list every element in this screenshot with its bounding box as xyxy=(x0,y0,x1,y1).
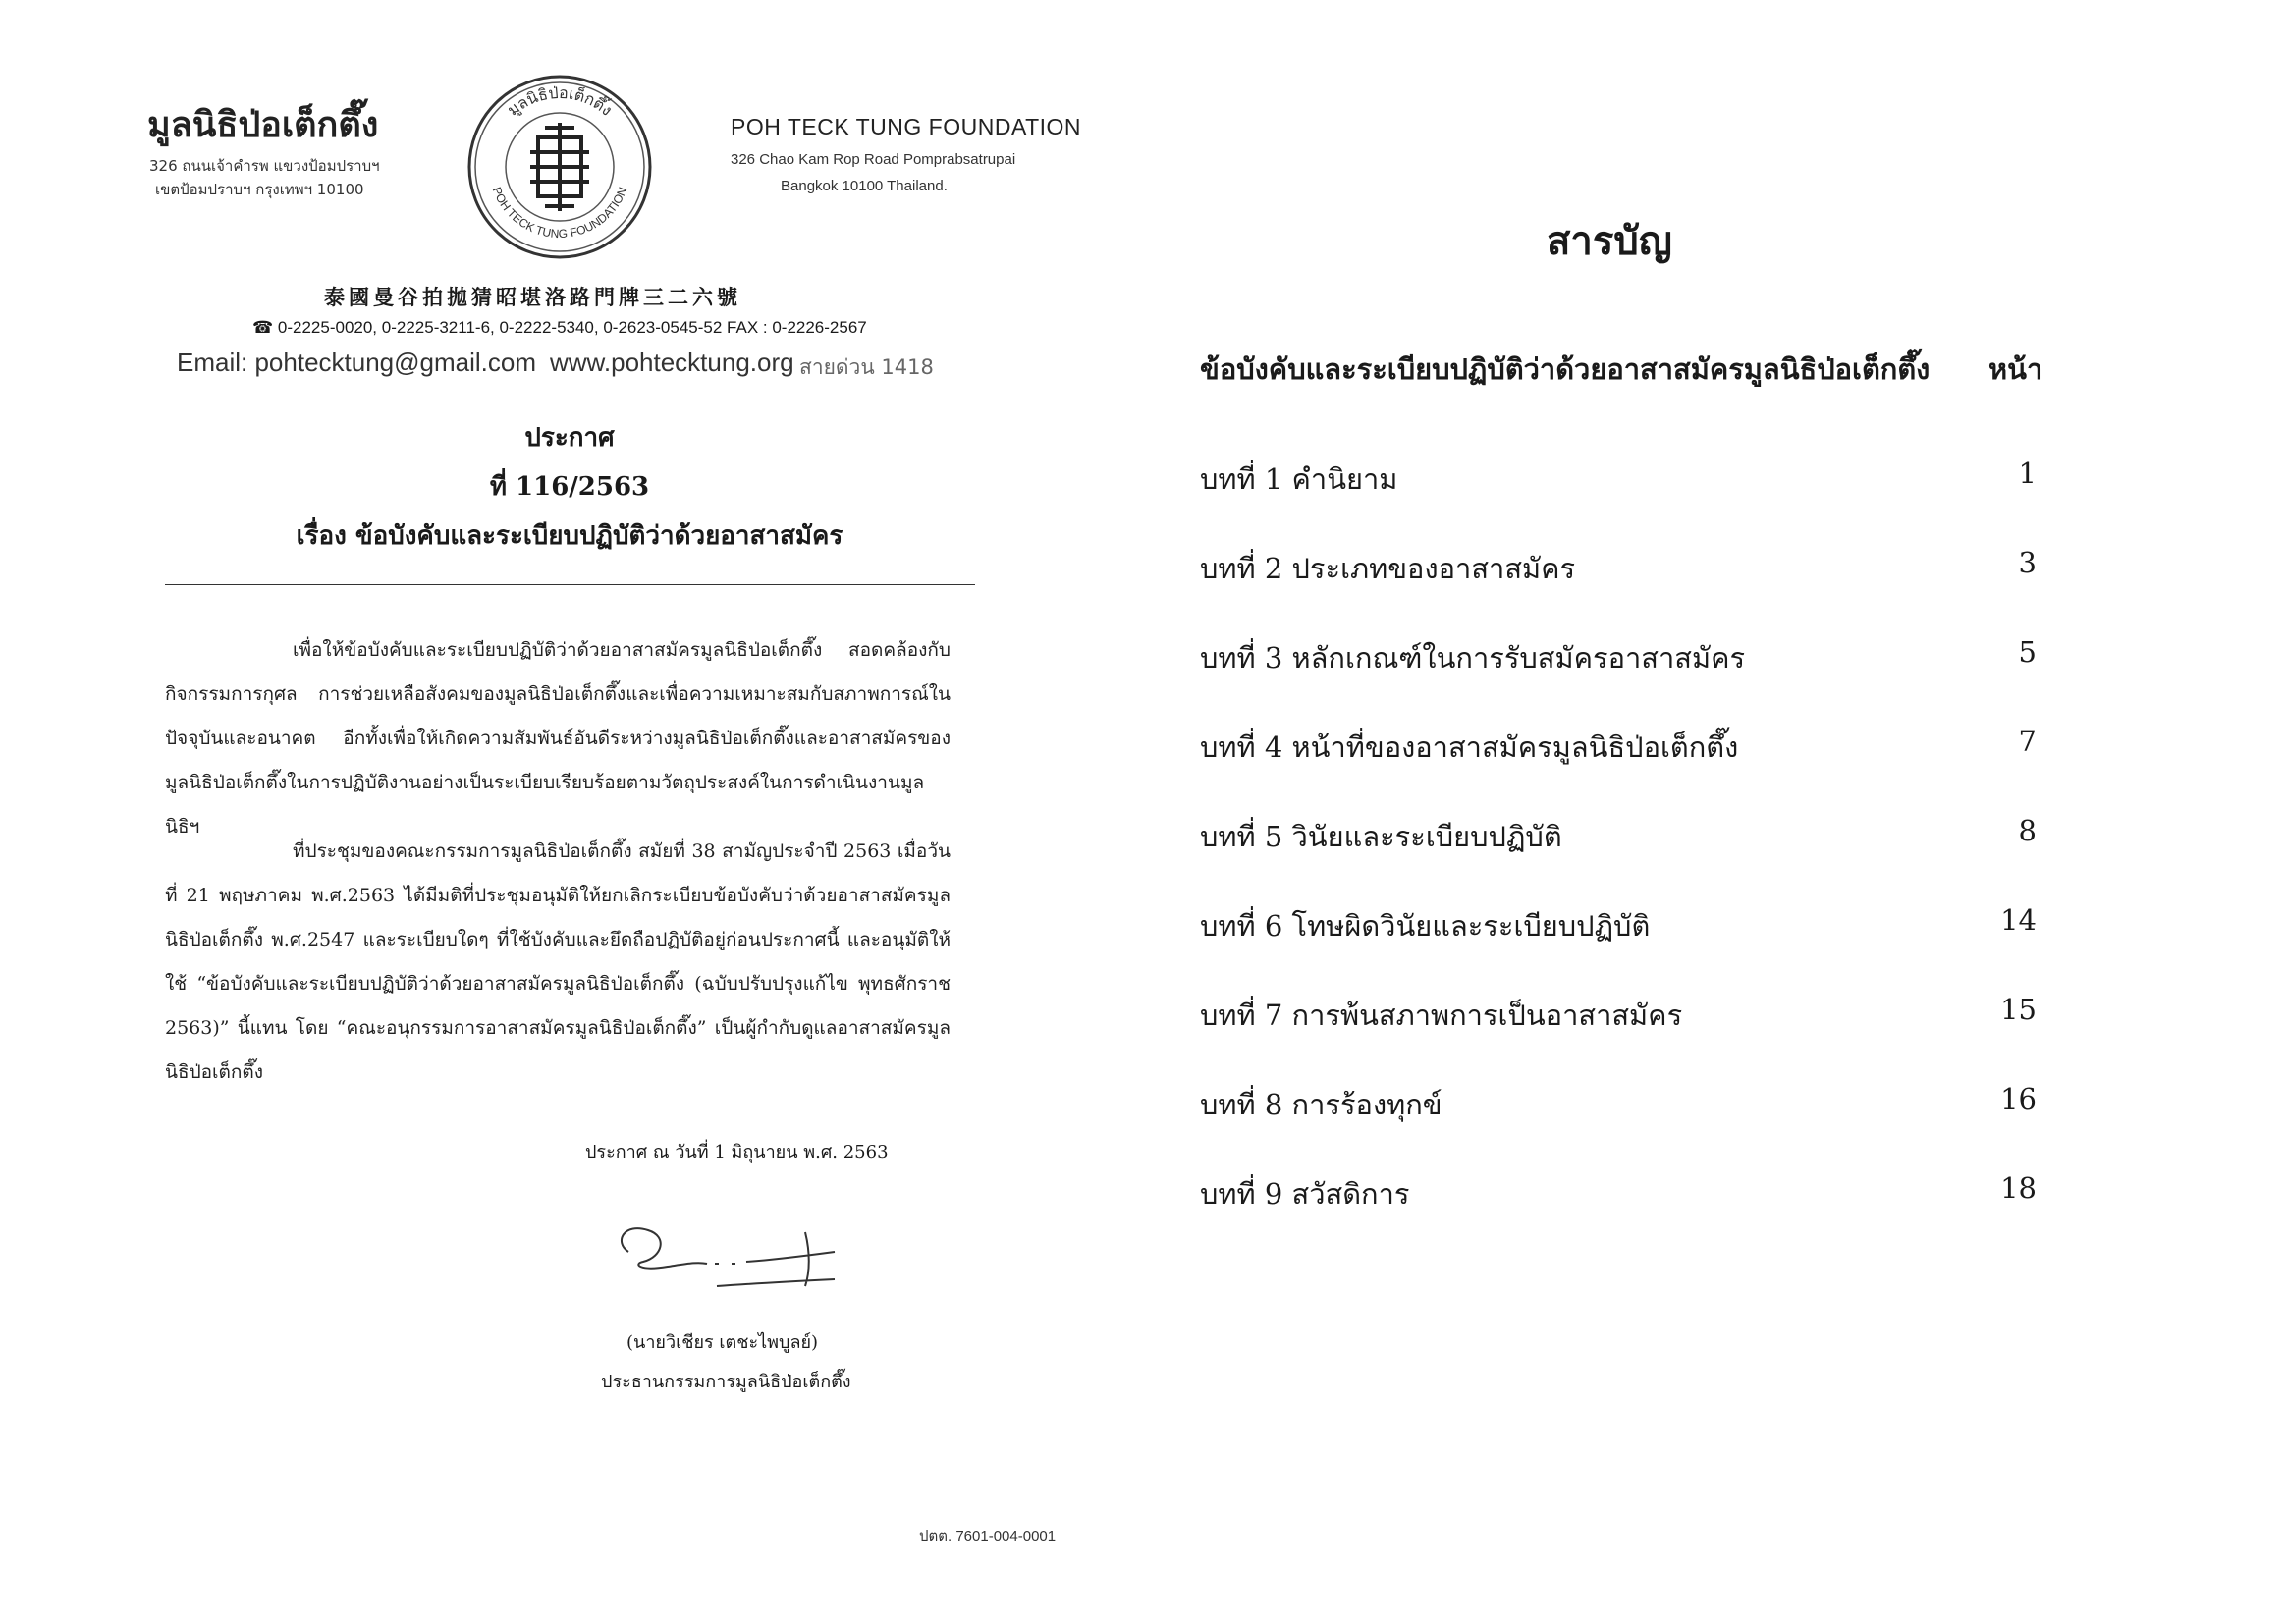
toc-entry-label: บทที่ 9 สวัสดิการ xyxy=(1200,1177,1410,1211)
toc-entry-label: บทที่ 5 วินัยและระเบียบปฏิบัติ xyxy=(1200,820,1562,853)
toc-entry-page: 8 xyxy=(2018,814,2037,847)
toc-entry-label: บทที่ 8 การร้องทุกข์ xyxy=(1200,1088,1442,1121)
signer-name: (นายวิเชียร เตชะไพบูลย์) xyxy=(626,1332,819,1353)
foundation-english-name: POH TECK TUNG FOUNDATION xyxy=(731,114,1082,139)
toc-entry-page: 16 xyxy=(2000,1082,2037,1115)
toc-entry-page: 14 xyxy=(2000,903,2037,937)
toc-entry xyxy=(1200,546,2084,585)
toc-entry xyxy=(1200,814,2084,853)
toc-entry-page: 18 xyxy=(2000,1171,2037,1205)
hotline-text: สายด่วน 1418 xyxy=(799,355,934,379)
english-address-line-2: Bangkok 10100 Thailand. xyxy=(781,178,948,194)
english-address-line-1: 326 Chao Kam Rop Road Pomprabsatrupai xyxy=(731,151,1016,168)
toc-entry-page: 5 xyxy=(2018,635,2037,669)
announcement-date: ประกาศ ณ วันที่ 1 มิถุนายน พ.ศ. 2563 xyxy=(585,1142,889,1163)
signer-position: ประธานกรรมการมูลนิธิป่อเต็กตึ๊ง xyxy=(601,1372,851,1392)
document-code: ปตต. 7601-004-0001 xyxy=(919,1528,1057,1544)
toc-title: สารบัญ xyxy=(1547,218,1672,264)
website-text: www.pohtecktung.org xyxy=(550,348,794,377)
toc-entry xyxy=(1200,993,2084,1032)
heading-divider xyxy=(165,584,975,585)
toc-entry-page: 15 xyxy=(2000,993,2037,1026)
phone-fax-line: ☎ 0-2225-0020, 0-2225-3211-6, 0-2222-5340, 0-2623-0545-52 FAX : 0-2226-2567 xyxy=(252,318,867,337)
foundation-thai-name: มูลนิธิป่อเต็กตึ๊ง xyxy=(147,105,379,145)
announcement-subject: เรื่อง ข้อบังคับและระเบียบปฏิบัติว่าด้วยอาสาสมัคร xyxy=(296,521,843,551)
handwritten-signature xyxy=(609,1213,844,1301)
toc-entry-label: บทที่ 1 คำนิยาม xyxy=(1200,462,1398,496)
toc-page-heading: หน้า xyxy=(1988,352,2043,386)
toc-entry-label: บทที่ 2 ประเภทของอาสาสมัคร xyxy=(1200,552,1576,585)
toc-entry-page: 3 xyxy=(2018,546,2037,579)
toc-entry xyxy=(1200,1082,2084,1121)
toc-entry-label: บทที่ 4 หน้าที่ของอาสาสมัครมูลนิธิป่อเต็กตึ๊ง xyxy=(1200,731,1739,764)
email-text: Email: pohtecktung@gmail.com xyxy=(177,348,536,377)
toc-entry-page: 7 xyxy=(2018,725,2037,758)
announcement-heading: ประกาศ xyxy=(524,423,615,453)
seal-text-top: มูลนิธิป่อเต็กตึ๊ง xyxy=(503,82,617,120)
chinese-address: 泰國曼谷拍拋猜昭堪洛路門牌三二六號 xyxy=(324,286,741,309)
toc-entry-label: บทที่ 3 หลักเกณฑ์ในการรับสมัครอาสาสมัคร xyxy=(1200,641,1746,675)
announcement-paragraph-2 xyxy=(165,830,951,1095)
toc-entry xyxy=(1200,725,2084,764)
toc-heading: ข้อบังคับและระเบียบปฏิบัติว่าด้วยอาสาสมัครมูลนิธิป่อเต็กตึ๊ง xyxy=(1200,352,1931,386)
svg-text:มูลนิธิป่อเต็กตึ๊ง xyxy=(504,83,616,121)
seal-text-bottom: POH TECK TUNG FOUNDATION xyxy=(489,185,630,242)
toc-entry xyxy=(1200,457,2084,496)
toc-entry xyxy=(1200,1171,2084,1211)
thai-address-line-1: 326 ถนนเจ้าคำรพ แขวงป้อมปราบฯ xyxy=(149,157,380,175)
toc-entry-label: บทที่ 7 การพ้นสภาพการเป็นอาสาสมัคร xyxy=(1200,999,1683,1032)
announcement-number: ที่ 116/2563 xyxy=(489,472,650,502)
foundation-seal-logo xyxy=(462,69,658,265)
toc-entry xyxy=(1200,903,2084,943)
paragraph-2-text: ที่ประชุมของคณะกรรมการมูลนิธิป่อเต็กตึ๊ง สมัยที่ 38 สามัญประจำปี 2563 เมื่อวันที่ 21 พฤษภาคม พ.ศ.2563 ได้มีมติที่ประชุมอนุมัติให้ยกเลิกระเบียบข้อบังคับว่าด้วยอาสาสมัครมูลนิธิป่อเต็กตึ๊ง พ.ศ.2547 และระเบียบใดๆ ที่ใช้บังคับและยึดถือปฏิบัติอยู่ก่อนประกาศนี้ และอนุมัติให้ใช้ “ข้อบังคับและระเบียบปฏิบัติว่าด้วยอาสาสมัครมูลนิธิป่อเต็กตึ๊ง (ฉบับปรับปรุงแก้ไข พุทธศักราช 2563)” นี้แทน โดย “คณะอนุกรรมการอาสาสมัครมูลนิธิป่อเต็กตึ๊ง” เป็นผู้กำกับดูแลอาสาสมัครมูลนิธิป่อเต็กตึ๊ง xyxy=(165,840,951,1083)
paragraph-1-text: เพื่อให้ข้อบังคับและระเบียบปฏิบัติว่าด้วยอาสาสมัครมูลนิธิป่อเต็กตึ๊ง สอดคล้องกับกิจกรรมการกุศล การช่วยเหลือสังคมของมูลนิธิป่อเต็กตึ๊งและเพื่อความเหมาะสมกับสภาพการณ์ในปัจจุบันและอนาคต อีกทั้งเพื่อให้เกิดความสัมพันธ์อันดีระหว่างมูลนิธิป่อเต็กตึ๊งและอาสาสมัครของมูลนิธิป่อเต็กตึ๊งในการปฏิบัติงานอย่างเป็นระเบียบเรียบร้อยตามวัตถุประสงค์ในการดำเนินงานมูลนิธิฯ xyxy=(165,639,951,838)
announcement-paragraph-1 xyxy=(165,628,951,849)
toc-entry-page: 1 xyxy=(2018,457,2037,490)
thai-address-line-2: เขตป้อมปราบฯ กรุงเทพฯ 10100 xyxy=(155,181,364,198)
toc-entry xyxy=(1200,635,2084,675)
toc-entry-label: บทที่ 6 โทษผิดวินัยและระเบียบปฏิบัติ xyxy=(1200,909,1651,943)
